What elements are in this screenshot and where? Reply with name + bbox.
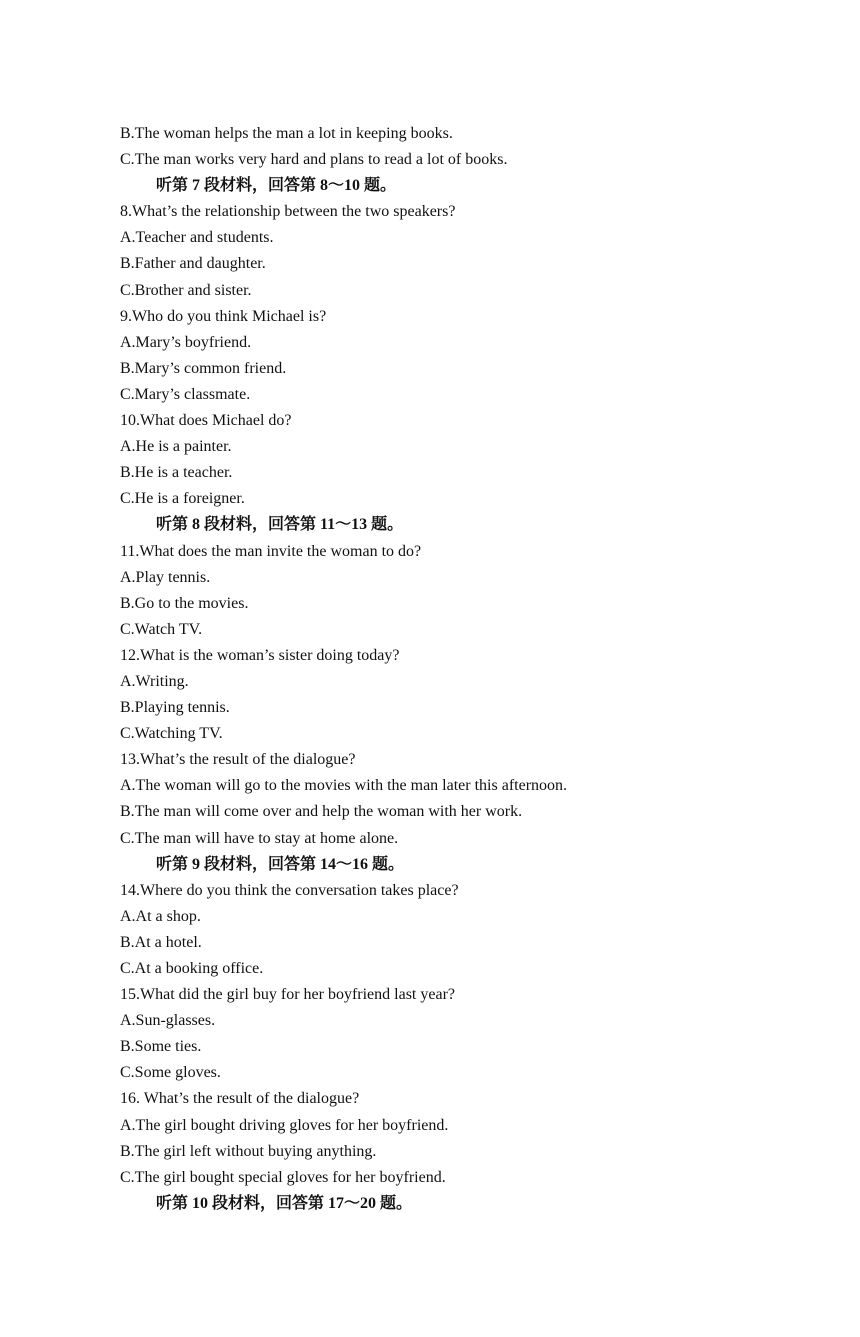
answer-option: B.Mary’s common friend. bbox=[120, 359, 287, 377]
section-heading: 听第 9 段材料，回答第 14～16 题。 bbox=[156, 855, 405, 873]
answer-option: C.He is a foreigner. bbox=[120, 490, 245, 508]
answer-option: C.The girl bought special gloves for her boyfriend. bbox=[120, 1168, 446, 1186]
question-text: 13.What’s the result of the dialogue? bbox=[120, 751, 356, 769]
answer-option: B.The man will come over and help the woman with her work. bbox=[120, 803, 523, 821]
answer-option: B.The woman helps the man a lot in keeping books. bbox=[120, 125, 453, 142]
answer-option: A.The girl bought driving gloves for her boyfriend. bbox=[120, 1116, 449, 1134]
question-text: 16. What’s the result of the dialogue? bbox=[120, 1090, 360, 1108]
answer-option: B.Father and daughter. bbox=[120, 255, 266, 273]
answer-option: B.Some ties. bbox=[120, 1038, 202, 1056]
answer-option: A.Mary’s boyfriend. bbox=[120, 333, 252, 351]
answer-option: C.Mary’s classmate. bbox=[120, 385, 251, 403]
answer-option: C.Brother and sister. bbox=[120, 281, 252, 299]
section-heading: 听第 7 段材料，回答第 8～10 题。 bbox=[156, 177, 397, 195]
answer-option: C.Some gloves. bbox=[120, 1064, 221, 1082]
answer-option: A.Play tennis. bbox=[120, 568, 211, 586]
answer-option: A.He is a painter. bbox=[120, 438, 232, 456]
question-text: 8.What’s the relationship between the two speakers? bbox=[120, 203, 456, 221]
answer-option: B.Playing tennis. bbox=[120, 699, 230, 717]
answer-option: A.The woman will go to the movies with the man later this afternoon. bbox=[120, 777, 568, 795]
answer-option: B.The girl left without buying anything. bbox=[120, 1142, 377, 1160]
section-heading: 听第 10 段材料，回答第 17～20 题。 bbox=[156, 1194, 413, 1212]
question-text: 9.Who do you think Michael is? bbox=[120, 307, 327, 325]
answer-option: C.Watching TV. bbox=[120, 725, 223, 743]
answer-option: C.The man will have to stay at home alone. bbox=[120, 829, 399, 847]
question-text: 15.What did the girl buy for her boyfriend last year? bbox=[120, 986, 455, 1004]
question-text: 12.What is the woman’s sister doing today? bbox=[120, 646, 400, 664]
question-text: 14.Where do you think the conversation takes place? bbox=[120, 881, 459, 899]
answer-option: A.Writing. bbox=[120, 672, 189, 690]
answer-option: C.Watch TV. bbox=[120, 620, 203, 638]
exam-listening-section bbox=[120, 121, 820, 1217]
answer-option: A.At a shop. bbox=[120, 907, 201, 925]
section-heading: 听第 8 段材料，回答第 11～13 题。 bbox=[156, 516, 404, 534]
question-text: 11.What does the man invite the woman to do? bbox=[120, 542, 422, 560]
answer-option: B.At a hotel. bbox=[120, 933, 202, 951]
question-text: 10.What does Michael do? bbox=[120, 412, 292, 430]
answer-option: A.Teacher and students. bbox=[120, 229, 274, 247]
answer-option: A.Sun-glasses. bbox=[120, 1012, 216, 1030]
answer-option: C.At a booking office. bbox=[120, 960, 264, 977]
answer-option: C.The man works very hard and plans to read a lot of books. bbox=[120, 151, 508, 169]
answer-option: B.Go to the movies. bbox=[120, 594, 249, 612]
answer-option: B.He is a teacher. bbox=[120, 464, 233, 482]
